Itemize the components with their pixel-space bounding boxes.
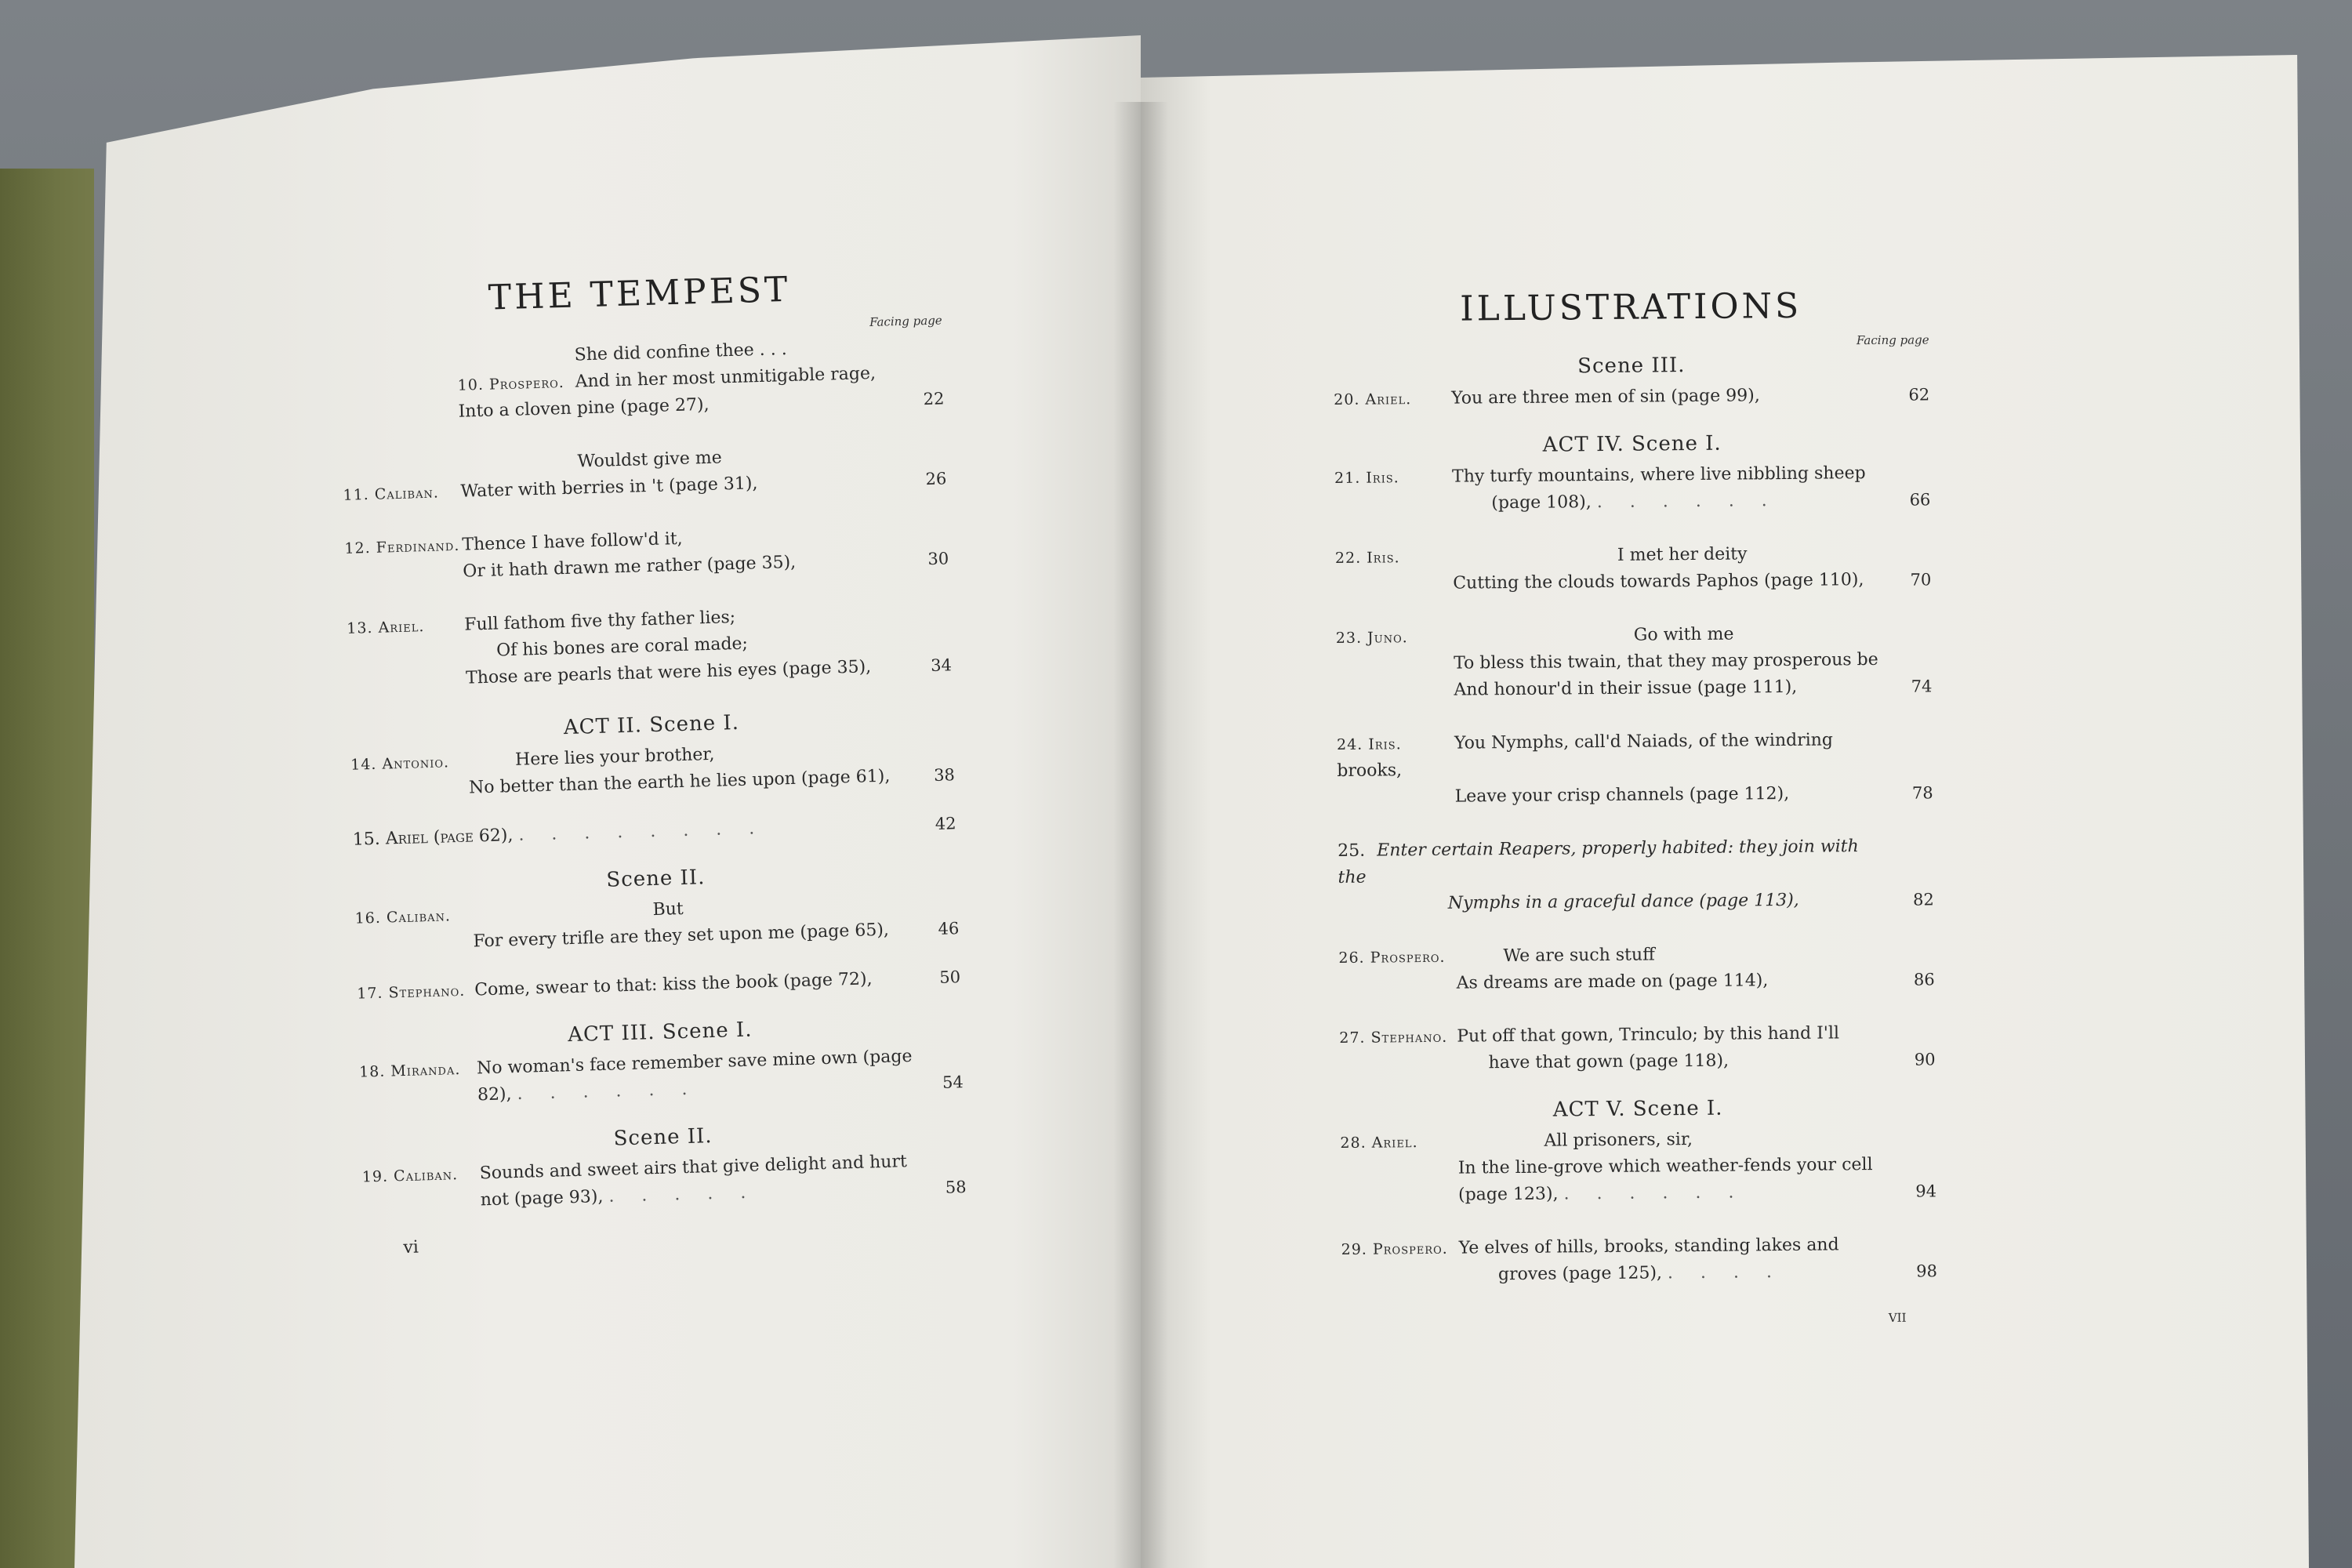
entry-line: (page 108), — [1491, 492, 1592, 514]
section-heading: ACT IV. Scene I. — [1542, 431, 1722, 457]
entry-number: 19. Caliban. — [361, 1166, 459, 1186]
page-number: 62 — [1908, 385, 1930, 405]
entry-line: Ye elves of hills, brooks, standing lakes and — [1458, 1235, 1839, 1258]
entry-number: 20. Ariel. — [1334, 390, 1412, 408]
entry-line: not (page 93), — [480, 1186, 604, 1210]
entry-line: To bless this twain, that they may prosperous be — [1454, 649, 1878, 673]
page-number: 90 — [1914, 1050, 1936, 1069]
page-number: 74 — [1911, 677, 1933, 696]
entry-number: 25. — [1338, 840, 1366, 861]
entry-number: 10. Prospero. — [457, 373, 565, 394]
page-number: 46 — [938, 919, 960, 938]
page-number: 86 — [1913, 970, 1935, 989]
entry-number: 24. Iris. — [1336, 735, 1402, 753]
folio-number: vii — [1888, 1306, 1907, 1327]
section-heading: Scene II. — [606, 866, 706, 892]
page-title: ILLUSTRATIONS — [1460, 285, 1802, 329]
entry-number: 18. Miranda. — [358, 1061, 461, 1081]
section-heading: ACT III. Scene I. — [567, 1018, 753, 1047]
section-heading: ACT II. Scene I. — [563, 710, 740, 740]
leader-dots: . . . . — [1667, 1262, 1784, 1283]
page-number: 78 — [1911, 783, 1933, 803]
list-item — [354, 888, 960, 958]
list-item — [1338, 833, 1934, 918]
list-item — [1334, 459, 1931, 518]
entry-number: 11. Caliban. — [343, 484, 440, 504]
list-item — [1341, 1231, 1938, 1290]
entry-line: Leave your crisp channels (page 112), — [1454, 783, 1790, 807]
entry-line: 82), — [477, 1084, 512, 1105]
entry-line: Put off that gown, Trinculo; by this hand I'll — [1457, 1023, 1840, 1047]
list-item — [352, 810, 956, 853]
list-item — [1335, 539, 1932, 598]
entry-line: Of his bones are coral made; — [495, 633, 749, 661]
entry-line: In the line-grove which weather-fends your cell — [1457, 1155, 1873, 1178]
entry-line: You Nymphs, call'd Naiads, of the windring brooks, — [1337, 730, 1834, 781]
facing-page-label: Facing page — [869, 313, 942, 330]
page-number: 26 — [925, 469, 947, 489]
entry-number: 21. Iris. — [1334, 469, 1399, 487]
entry-line: Here lies your brother, — [514, 744, 715, 770]
left-page-content — [337, 266, 967, 1259]
list-item — [1334, 381, 1929, 413]
leader-dots: . . . . . . — [1596, 491, 1778, 513]
entry-line: have that gown (page 118), — [1488, 1051, 1730, 1073]
entry-number: 14. Antonio. — [350, 753, 450, 774]
book-gutter — [1113, 102, 1168, 1568]
right-page-content — [1333, 285, 1938, 1331]
list-item — [347, 598, 953, 695]
entry-line: And honour'd in their issue (page 111), — [1454, 677, 1798, 700]
leader-dots: . . . . . . — [1563, 1182, 1745, 1204]
leader-dots: . . . . . . — [517, 1079, 699, 1104]
entry-number: 13. Ariel. — [347, 618, 425, 637]
page-number: 58 — [945, 1178, 967, 1197]
entry-line: Come, swear to that: kiss the book (page 72), — [474, 969, 873, 1000]
list-item — [1338, 939, 1935, 998]
entry-line: Wouldst give me — [577, 448, 723, 472]
page-number: 42 — [935, 814, 956, 833]
entry-line: Go with me — [1633, 624, 1734, 645]
page-number: 70 — [1910, 570, 1932, 590]
entry-line: Or it hath drawn me rather (page 35), — [463, 552, 797, 582]
entry-number: 12. Ferdinand. — [344, 536, 460, 557]
entry-number: 16. Caliban. — [354, 907, 452, 927]
entry-line: groves (page 125), — [1497, 1263, 1663, 1285]
list-item — [344, 518, 949, 588]
section-heading: ACT V. Scene I. — [1552, 1096, 1723, 1122]
entry-line: Water with berries in 't (page 31), — [460, 474, 758, 502]
entry-line: No woman's face remember save mine own (page — [476, 1046, 913, 1079]
entry-number: 15. Ariel (page 62), — [352, 826, 514, 850]
page-number: 38 — [933, 765, 956, 785]
entry-line: But — [652, 898, 684, 920]
entry-line: No better than the earth he lies upon (page 61), — [468, 766, 891, 798]
section-heading: Scene II. — [613, 1124, 713, 1151]
page-number: 34 — [930, 655, 953, 676]
leader-dots: . . . . . . . . — [518, 818, 766, 845]
list-item — [361, 1147, 967, 1217]
page-title: THE TEMPEST — [488, 269, 791, 318]
entry-line: You are three men of sin (page 99), — [1451, 386, 1760, 408]
entry-number: 29. Prospero. — [1341, 1240, 1448, 1258]
folio-number: vi — [403, 1237, 419, 1258]
list-item — [1340, 1124, 1936, 1210]
entry-line: Those are pearls that were his eyes (page 35), — [465, 657, 872, 688]
entry-line: Thy turfy mountains, where live nibbling sheep — [1451, 463, 1866, 487]
entry-line: Thence I have follow'd it, — [462, 528, 683, 555]
entry-line: Into a cloven pine (page 27), — [458, 394, 710, 422]
entry-line: As dreams are made on (page 114), — [1456, 971, 1769, 993]
entry-number: 17. Stephano. — [357, 982, 466, 1003]
entry-line: We are such stuff — [1503, 945, 1655, 967]
entry-number: 28. Ariel. — [1340, 1134, 1418, 1152]
entry-number: 27. Stephano. — [1339, 1028, 1448, 1047]
page-number: 54 — [942, 1073, 964, 1092]
entry-line: And in her most unmitigable rage, — [575, 363, 877, 392]
page-number: 50 — [938, 967, 961, 987]
entry-line: Full fathom five thy father lies; — [463, 607, 736, 635]
page-number: 22 — [923, 389, 945, 409]
page-number: 66 — [1909, 490, 1931, 510]
list-item — [342, 438, 947, 508]
entry-line: Nymphs in a graceful dance (page 113), — [1447, 890, 1799, 913]
list-item — [339, 332, 945, 428]
entry-number: 23. Juno. — [1335, 629, 1408, 647]
leader-dots: . . . . . — [608, 1182, 757, 1207]
entry-line: All prisoners, sir, — [1544, 1130, 1693, 1151]
list-item — [1336, 619, 1933, 705]
entry-number: 26. Prospero. — [1338, 948, 1446, 967]
entry-line: For every trifle are they set upon me (page 65), — [473, 920, 890, 952]
list-item — [1337, 726, 1933, 811]
entry-line: (page 123), — [1457, 1184, 1559, 1205]
list-item — [1339, 1019, 1936, 1078]
page-number: 94 — [1915, 1181, 1937, 1201]
page-number: 30 — [927, 549, 949, 569]
section-heading: Scene III. — [1577, 354, 1686, 379]
entry-line: She did confine thee . . . — [574, 339, 788, 365]
entry-line: Enter certain Reapers, properly habited: they join with the — [1338, 837, 1859, 887]
page-number: 98 — [1916, 1261, 1938, 1281]
facing-page-label: Facing page — [1856, 332, 1929, 348]
list-item — [359, 1042, 964, 1112]
entry-number: 22. Iris. — [1334, 549, 1400, 567]
entry-line: Sounds and sweet airs that give delight and hurt — [479, 1152, 908, 1184]
entry-line: I met her deity — [1617, 544, 1748, 565]
list-item — [357, 964, 961, 1007]
entry-line: Cutting the clouds towards Paphos (page 110), — [1453, 570, 1864, 593]
list-item — [350, 735, 956, 804]
page-number: 82 — [1912, 890, 1934, 909]
